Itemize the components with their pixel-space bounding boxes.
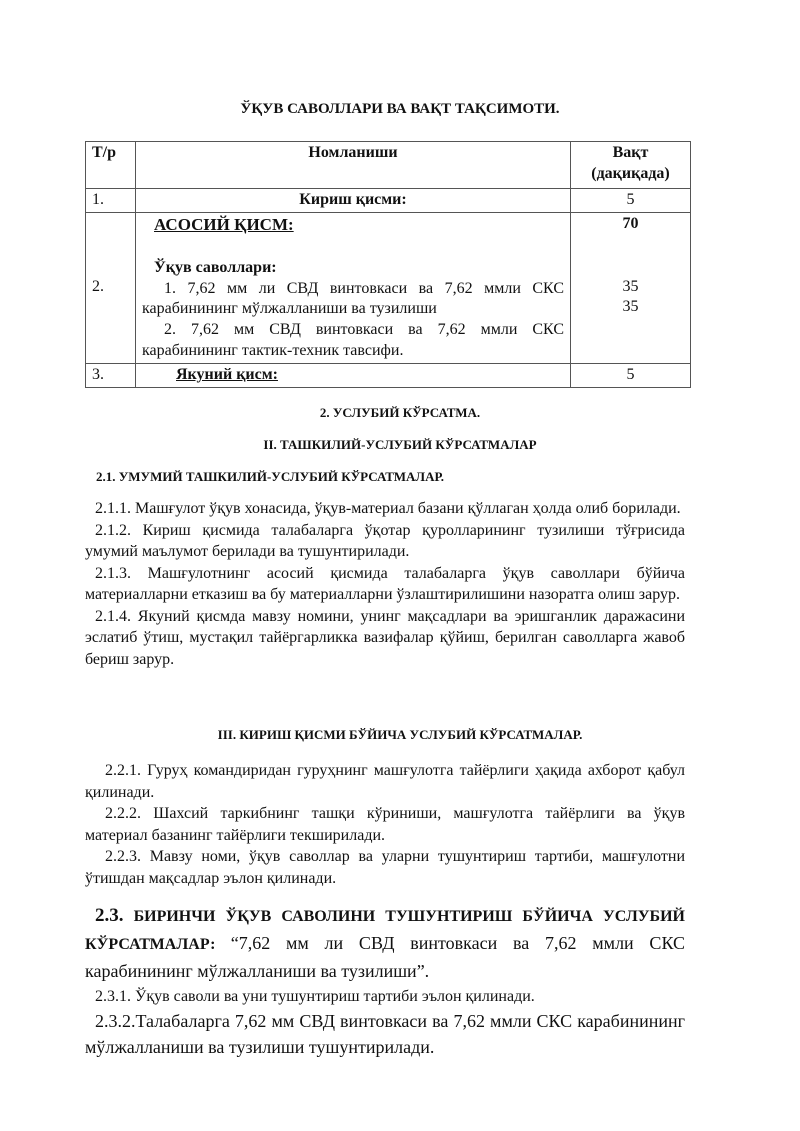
section-2-3-body [85,903,685,1060]
table-row [86,363,691,387]
row-num: 3. [86,363,136,387]
paragraph-2-3 [85,903,685,986]
paragraph-2-2-2: 2.2.2. Шахсий таркибнинг ташқи кўриниши, машғулотга тайёрлиги ва ўқув материал базанинг тайёрлиги текширилади. [85,805,685,844]
row-time: 5 [571,363,691,387]
row-main-content [136,212,571,363]
paragraph-2-3-topic: “7,62 мм ли СВД винтовкаси ва 7,62 ммли СКС карабинининг мўлжалланиши ва тузилиши”. [85,933,686,981]
main-time: 70 [622,214,639,232]
paragraph-2-2-1: 2.2.1. Гуруҳ командиридан гуруҳнинг машғулотга тайёрлиги ҳақида ахборот қабул қилинади. [85,762,685,801]
row-time: 5 [571,189,691,213]
question-2-time: 35 [622,298,639,316]
row-num: 2. [86,212,136,363]
row-name: Якуний қисм: [136,363,571,387]
question-1-time: 35 [622,277,639,295]
paragraph-2-3-1: 2.3.1. Ўқув саволи ва уни тушунтириш тартиби эълон қилинади. [95,988,535,1005]
question-2: 2. 7,62 мм СВД винтовкаси ва 7,62 ммли СКС карабинининг тактик-техник тавсифи. [142,321,564,360]
paragraph-2-1-1: 2.1.1. Машғулот ўқув хонасида, ўқув-материал базани қўллаган ҳолда олиб борилади. [95,500,681,517]
page-title: ЎҚУВ САВОЛЛАРИ ВА ВАҚТ ТАҚСИМОТИ. [240,101,560,117]
row-time-cell [571,212,691,363]
row-name: Кириш қисми: [136,189,571,213]
paragraph-2-3-2: 2.3.2.Талабаларга 7,62 мм СВД винтовкаси ва 7,62 ммли СКС карабинининг мўлжалланиши ва тузилиши тушунтирилади. [85,1011,685,1057]
header-time-line2: (дақиқада) [591,164,670,182]
row-num: 1. [86,189,136,213]
paragraph-2-1-3: 2.1.3. Машғулотнинг асосий қисмида талабаларга ўқув саволлари бўйича материалларни етказиш ва бу материалларни ўзлаштирилишини назоратга олиш зарур. [85,564,685,603]
header-num: Т/р [86,142,136,189]
section-2-1-body [85,498,685,670]
questions-heading: Ўқув саволлари: [154,258,277,276]
section-iii-heading: III. КИРИШ ҚИСМИ БЎЙИЧА УСЛУБИЙ КЎРСАТМАЛАР. [217,727,583,742]
question-1: 1. 7,62 мм ли СВД винтовкаси ва 7,62 ммли СКС карабинининг мўлжалланиши ва тузилиши [142,279,564,318]
table-row [86,189,691,213]
header-time-line1: Вақт [612,144,649,161]
section-2-2-body [85,760,685,889]
section-ii-heading: II. ТАШКИЛИЙ-УСЛУБИЙ КЎРСАТМАЛАР [263,437,537,452]
section-2-1-heading: 2.1. УМУМИЙ ТАШКИЛИЙ-УСЛУБИЙ КЎРСАТМАЛАР. [96,469,445,484]
paragraph-2-2-3: 2.2.3. Мавзу номи, ўқув саволлар ва уларни тушунтириш тартиби, машғулотни ўтишдан мақсадлар эълон қилинади. [85,848,685,887]
paragraph-2-3-number: 2.3. [95,905,124,926]
table-header-row [86,142,691,189]
table-row [86,212,691,363]
header-time [571,142,691,189]
main-part-heading: АСОСИЙ ҚИСМ: [154,214,294,234]
section-2-heading: 2. УСЛУБИЙ КЎРСАТМА. [319,405,481,420]
paragraph-2-3-heading: БИРИНЧИ ЎҚУВ САВОЛИНИ ТУШУНТИРИШ БЎЙИЧА УСЛУБИЙ КЎРСАТМАЛАР: [85,908,686,953]
paragraph-2-1-4: 2.1.4. Якуний қисмда мавзу номини, унинг мақсадлари ва эришганлик даражасини эслатиб ўтиш, мустақил тайёргарликка вазифалар қўйиш, берилган саволларга жавоб бериш зарур. [85,607,685,668]
paragraph-2-1-2: 2.1.2. Кириш қисмида талабаларга ўқотар қуролларининг тузилиши тўғрисида умумий маълумот берилади ва тушунтирилади. [85,521,685,560]
header-name: Номланиши [136,142,571,189]
schedule-table [85,141,691,388]
